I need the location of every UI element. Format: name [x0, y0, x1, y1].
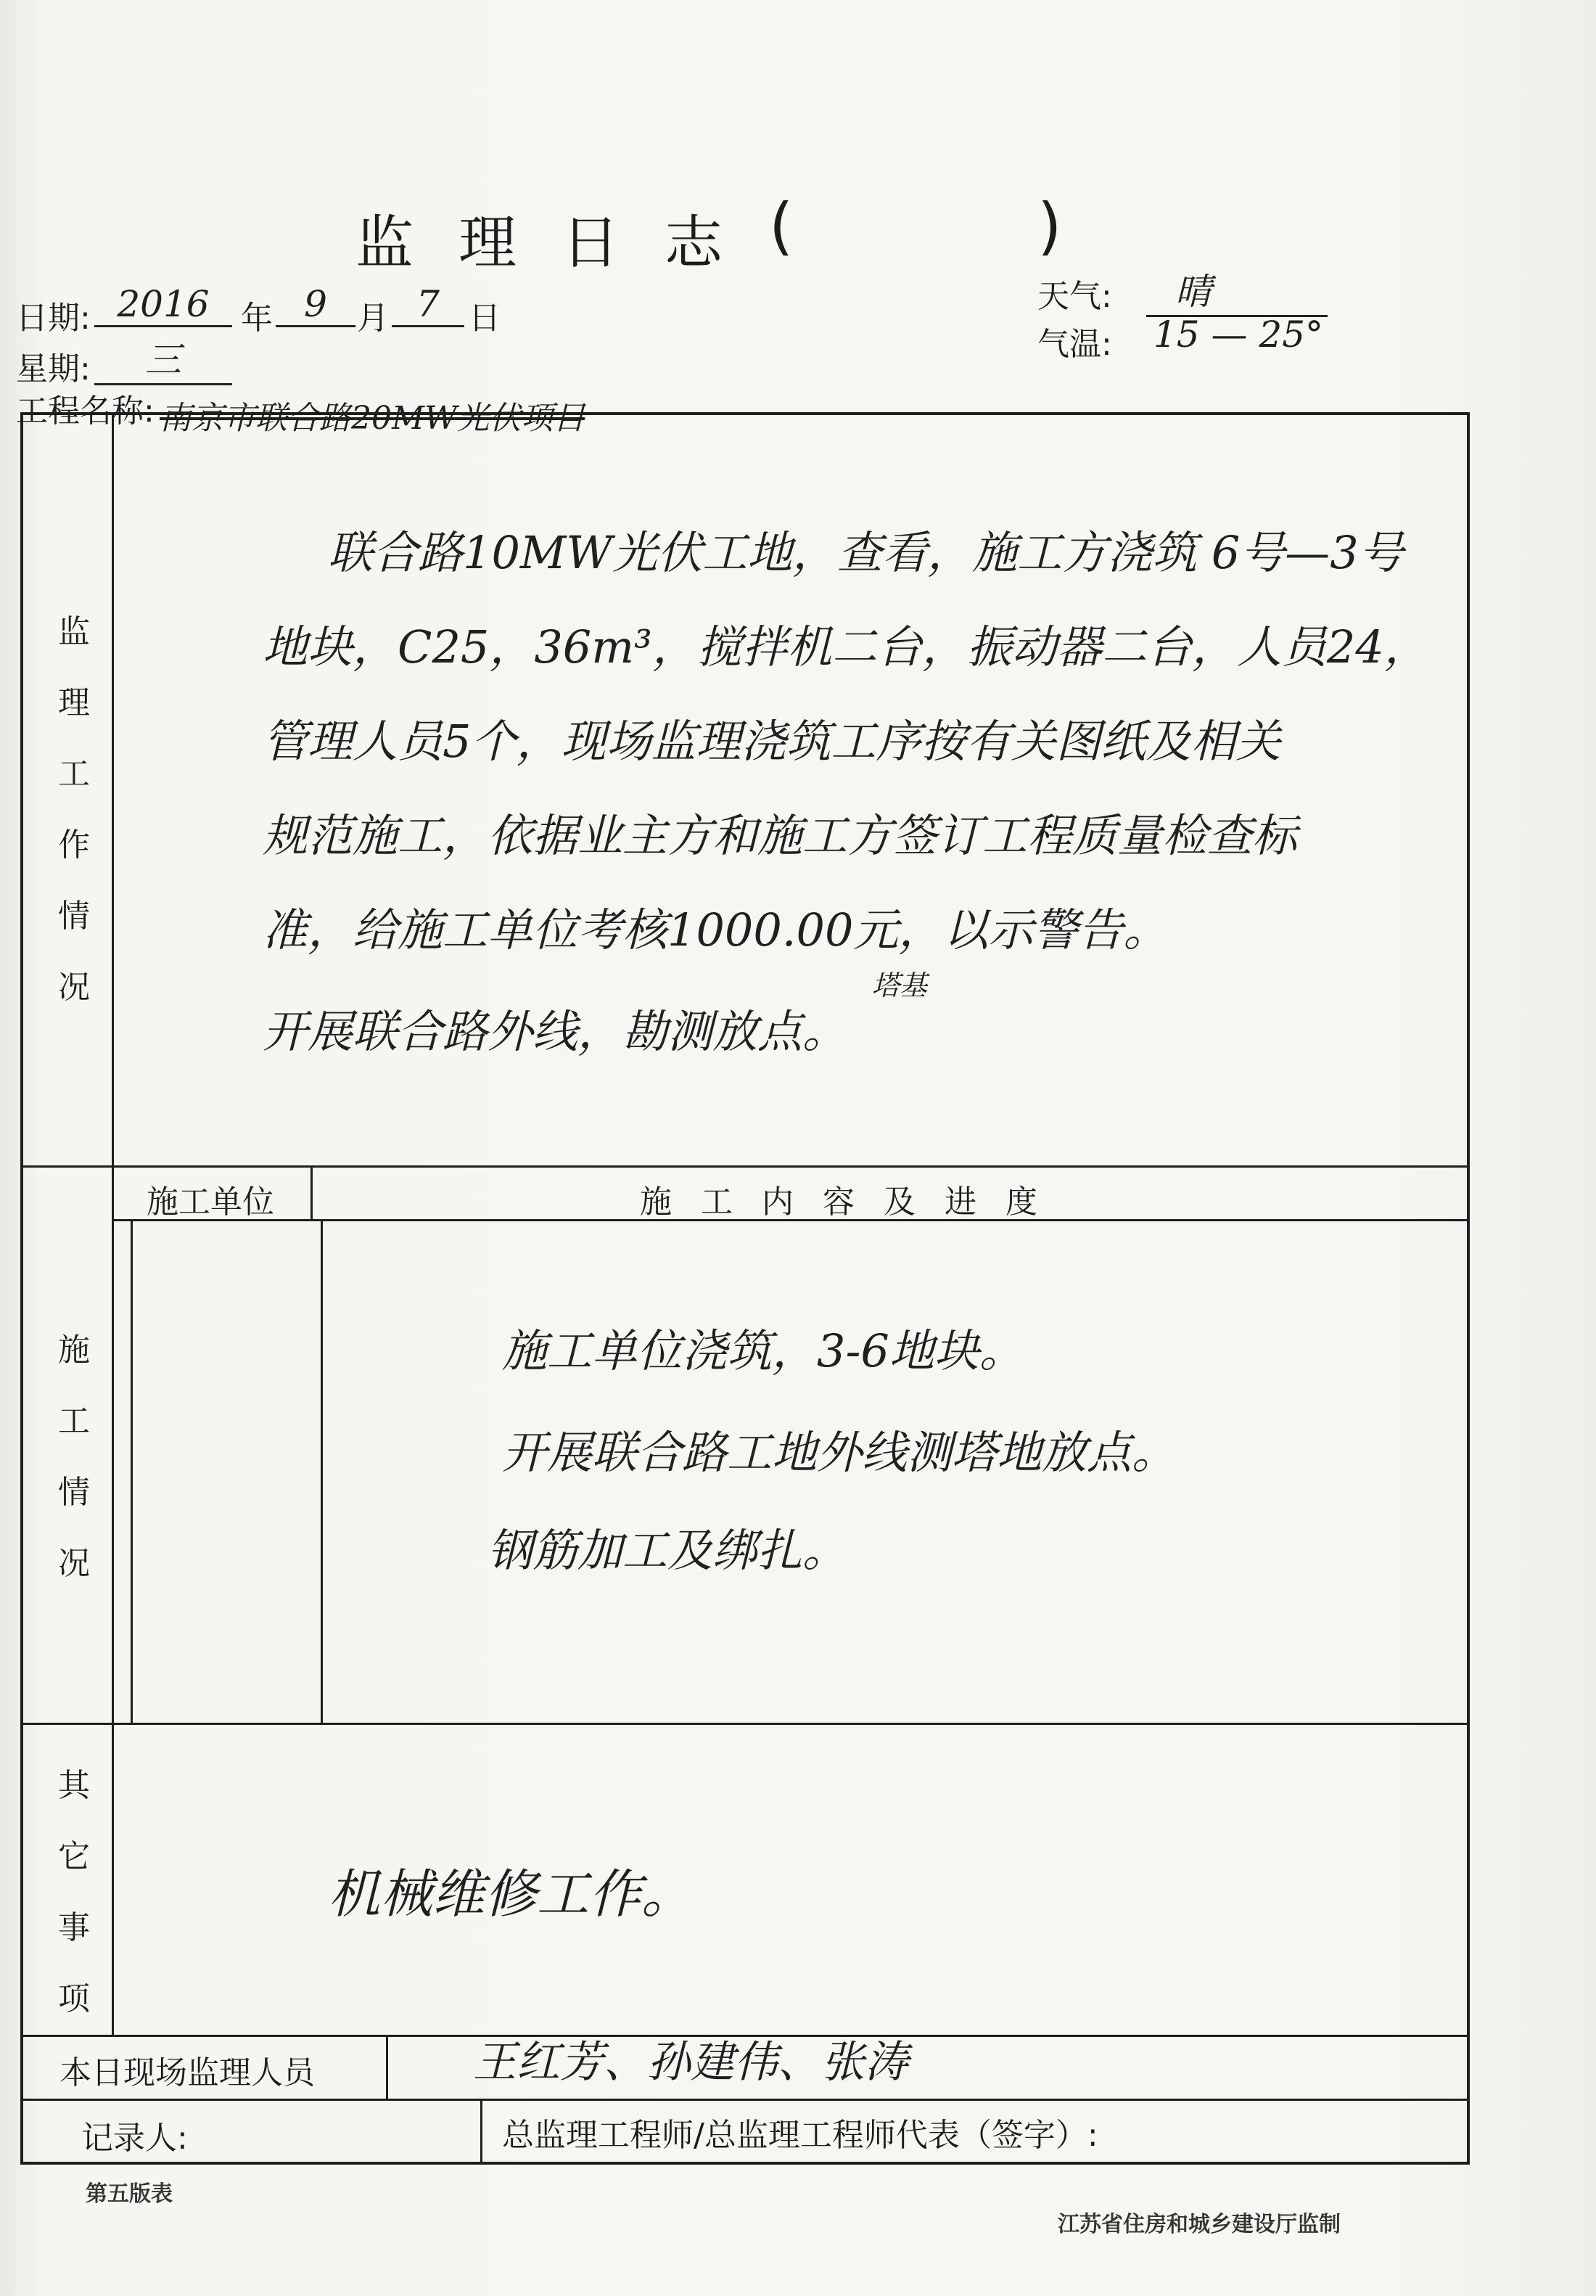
issuer-note: 江苏省住房和城乡建设厅监制	[1058, 2212, 1341, 2237]
supervision-line-4: 规范施工，依据业主方和施工方签订工程质量检查标	[263, 809, 1298, 862]
construction-line-3: 钢筋加工及绑扎。	[488, 1524, 848, 1577]
construction-line-2: 开展联合路工地外线测塔地放点。	[502, 1426, 1177, 1479]
date-day-value: 7	[392, 283, 464, 327]
construction-line-1: 施工单位浇筑，3-6地块。	[502, 1324, 1024, 1377]
date-day-unit: 日	[469, 300, 501, 337]
date-year-unit: 年	[241, 300, 273, 337]
supervision-line-3: 管理人员5个，现场监理浇筑工序按有关图纸及相关	[263, 715, 1281, 768]
weekday-label: 星期:	[16, 350, 91, 388]
weekday-value: 三	[94, 331, 232, 385]
supervision-insertion-note: 塔基	[872, 969, 928, 1001]
supervision-line-5: 准，给施工单位考核1000.00元，以示警告。	[263, 903, 1169, 956]
weather-label: 天气:	[1037, 278, 1112, 315]
edition-note: 第五版表	[86, 2181, 173, 2207]
section-construction-label: 施 工 情 况	[58, 1332, 90, 1582]
chief-engineer-signature-label: 总监理工程师/总监理工程师代表（签字）:	[502, 2117, 1098, 2154]
date-month-unit: 月	[357, 300, 389, 337]
log-form-table	[20, 412, 1470, 2165]
supervision-line-6: 开展联合路外线，勘测放点。	[263, 1005, 848, 1058]
section-other-label: 其 它 事 项	[58, 1767, 90, 2017]
section-supervision-label: 监 理 工 作 情 况	[58, 613, 90, 1006]
date-label: 日期:	[16, 300, 91, 337]
weather-value: 晴	[1146, 263, 1328, 317]
title-paren-left: (	[769, 190, 794, 263]
project-name-label: 工程名称:	[16, 393, 155, 430]
progress-column-header: 施工内容及进度	[640, 1184, 1066, 1221]
supervision-line-2: 地块，C25，36m³，搅拌机二台，振动器二台，人员24，	[263, 620, 1429, 673]
date-month-value: 9	[276, 283, 355, 327]
recorder-label: 记录人:	[81, 2120, 188, 2157]
onsite-staff-signatures: 王红芳、孙建伟、张涛	[473, 2037, 908, 2088]
temperature-label: 气温:	[1037, 326, 1112, 363]
other-matters-text: 机械维修工作。	[328, 1864, 694, 1924]
page-title: 监理日志	[355, 209, 768, 276]
supervision-line-1: 联合路10MW光伏工地，查看，施工方浇筑 6号—3号	[328, 526, 1404, 579]
title-paren-right: )	[1037, 190, 1062, 263]
onsite-staff-label: 本日现场监理人员	[59, 2054, 315, 2091]
temperature-value: 15 — 25°	[1153, 313, 1324, 356]
project-name-value: 南京市联合路20MW光伏项目	[160, 400, 585, 437]
date-year-value: 2016	[94, 283, 232, 327]
contractor-column-header: 施工单位	[147, 1184, 274, 1221]
